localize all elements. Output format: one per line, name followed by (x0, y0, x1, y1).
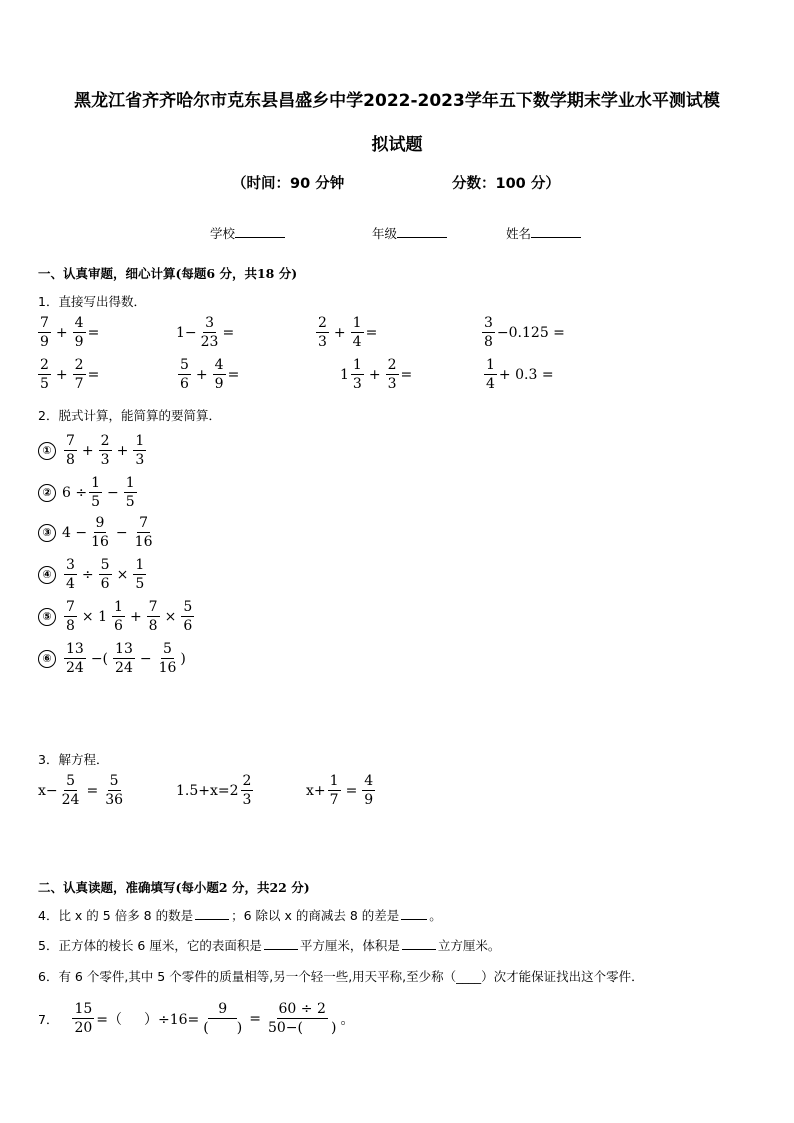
item-number: ⑤ (38, 608, 56, 626)
page-title: 黑龙江省齐齐哈尔市克东县昌盛乡中学2022-2023学年五下数学期末学业水平测试模 (74, 91, 720, 111)
numerator: 2 (74, 357, 84, 373)
numerator: 2 (387, 357, 397, 373)
q5-blank2[interactable] (402, 938, 436, 950)
school-blank[interactable] (235, 225, 285, 238)
numerator: 2 (40, 357, 49, 373)
item-number: ① (38, 442, 56, 460)
q1-r1-item3: $\frac{2}{3}$ + $\frac{1}{4}$ = (318, 315, 378, 350)
numerator: 4 (74, 315, 84, 331)
q3-eq2: 1.5+x=2 2 3 (176, 773, 252, 808)
q3-eq1: x− $\frac{5}{24}$ = $\frac{5}{36}$ (38, 773, 124, 808)
q2-expr4: ④ $\frac{3}{4}$ ÷ $\frac{5}{6}$ × $\frac{1}{5}$ (38, 558, 148, 591)
section1-heading: 一、认真审题，细心计算(每题6 分，共18 分) (38, 266, 298, 281)
numerator: 5 (180, 357, 189, 373)
numerator: 7 (40, 315, 49, 331)
q1-r1-item4: $\frac{3}{8}$ −0.125 = (484, 315, 565, 350)
numerator: 2 (318, 315, 327, 331)
q6: 6．有 6 个零件,其中 5 个零件的质量相等,另一个轻一些,用天平称,至少称（____）次才能保证找出这个零件． (38, 969, 644, 984)
grade-blank[interactable] (397, 225, 447, 238)
q5-blank1[interactable] (264, 938, 298, 950)
denominator: 3 (352, 376, 362, 392)
q4-blank1[interactable] (195, 908, 229, 920)
numerator: 3 (484, 315, 493, 331)
q3-label: 3．解方程． (38, 752, 109, 767)
denominator: 9 (40, 334, 49, 350)
numerator: 3 (205, 315, 215, 331)
grade-field (372, 224, 447, 242)
exam-score: 分数：100 分） (452, 176, 560, 192)
denominator: 8 (484, 334, 493, 350)
q7: 7． $\frac{15}{20}$ =（ ）÷16= 9 ( ) = $\frac{60 \div 2}{50-( )}$ 。 (38, 1001, 355, 1036)
q3-eq3: x+ $\frac{1}{7}$ = $\frac{4}{9}$ (306, 773, 374, 808)
q2-label: 2．脱式计算，能简算的要简算． (38, 408, 221, 423)
denominator: 23 (200, 334, 219, 350)
q2-expr6: ⑥ 13 24 −( 13 24 − $\frac{5}{16}$ ) (38, 642, 186, 675)
denominator: 3 (318, 334, 327, 350)
denominator: 3 (387, 376, 397, 392)
q1-r1-item1: $\frac{7}{9}$ + $\frac{4}{9}$ = (40, 315, 100, 350)
q2-expr2: ② 6 ÷ $\frac{1}{5}$ − $\frac{1}{5}$ (38, 476, 139, 509)
q2-expr1: ① 7 8 + $\frac{2}{3}$ + $\frac{1}{3}$ (38, 434, 148, 467)
name-blank[interactable] (531, 225, 581, 238)
grade-label: 年级 (372, 226, 398, 241)
name-label: 姓名 (506, 226, 532, 241)
school-label: 学校 (210, 226, 236, 241)
item-number: ⑥ (38, 650, 56, 668)
denominator: 5 (40, 376, 49, 392)
numerator: 1 (486, 357, 495, 373)
item-number: ④ (38, 566, 56, 584)
q1-r2-item1: $\frac{2}{5}$ + $\frac{2}{7}$ = (40, 357, 100, 392)
q2-expr3: ③ 4 − $\frac{9}{16}$ − $\frac{7}{16}$ (38, 516, 156, 549)
denominator: 9 (74, 334, 84, 350)
numerator: 4 (214, 357, 224, 373)
item-number: ② (38, 484, 56, 502)
q5: 5．正方体的棱长 6 厘米，它的表面积是 平方厘米，体积是 立方厘米。 (38, 938, 501, 953)
section2-heading: 二、认真读题，准确填写(每小题2 分，共22 分) (38, 880, 310, 895)
school-field (210, 224, 285, 242)
q4-blank2[interactable] (401, 908, 427, 920)
denominator: 4 (352, 334, 362, 350)
q4: 4．比 x 的 5 倍多 8 的数是 ；6 除以 x 的商减去 8 的差是 。 (38, 908, 442, 923)
denominator: 7 (74, 376, 84, 392)
q1-r1-item2: 1− $\frac{3}{23}$ = (176, 315, 235, 350)
denominator: 6 (180, 376, 189, 392)
q1-r2-item4: $\frac{1}{4}$ + 0.3 = (486, 357, 554, 392)
q2-expr5: ⑤ $\frac{7}{8}$ × 1 1 6 + $\frac{7}{8}$ × $\frac{5}{6}$ (38, 600, 196, 633)
item-number: ③ (38, 524, 56, 542)
q1-r2-item2: $\frac{5}{6}$ + $\frac{4}{9}$ = (180, 357, 240, 392)
q1-r2-item3: 1 $\frac{1}{3}$ + $\frac{2}{3}$ = (340, 357, 413, 392)
denominator: 4 (486, 376, 495, 392)
denominator: 9 (214, 376, 224, 392)
page-title-cont: 拟试题 (371, 135, 423, 155)
name-field (506, 224, 581, 242)
numerator: 1 (352, 357, 362, 373)
exam-time: （时间：90 分钟 (232, 176, 345, 192)
q1-label: 1．直接写出得数． (38, 294, 146, 309)
numerator: 1 (352, 315, 362, 331)
